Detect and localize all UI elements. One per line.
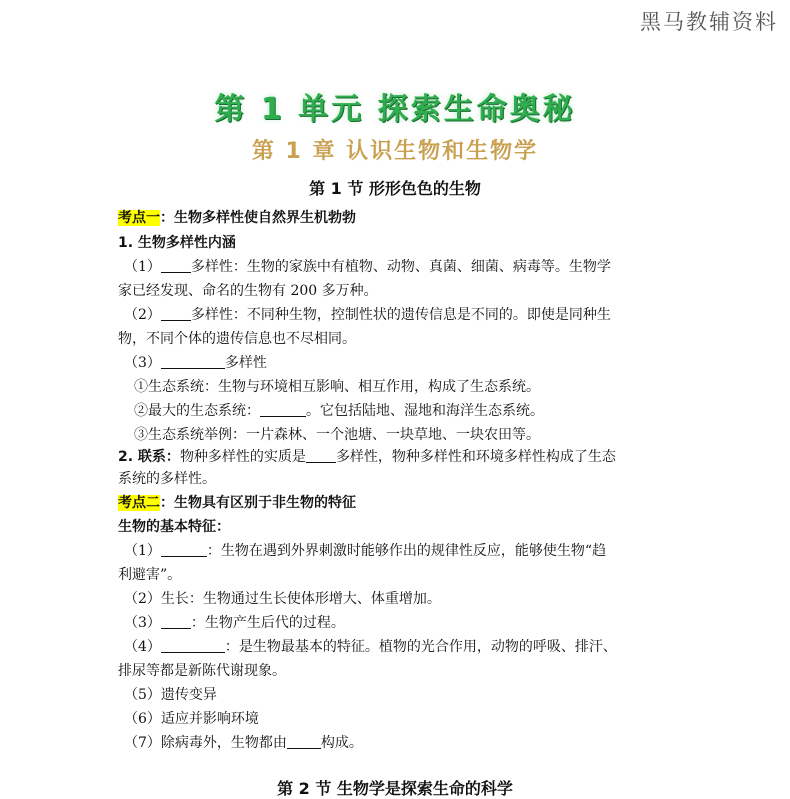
feature4-line1 [124,637,617,657]
point1-tag: 考点一 [118,210,160,226]
fill-blank [161,354,225,369]
feature1-line2: 利避害”。 [118,567,182,583]
link-label: 2. 联系： [118,449,180,465]
item2-line1 [124,305,611,325]
point1-title: ：生物多样性使自然界生机勃勃 [160,210,356,226]
fill-blank [287,734,321,749]
point1-subheading: 1. 生物多样性内涵 [118,235,236,251]
fill-blank [161,542,207,557]
point2-tag: 考点二 [118,495,160,511]
watermark-text: 黑马教辅资料 [640,10,778,34]
feature3-text: ：生物产生后代的过程。 [190,615,345,631]
ecosystem-point2-text: 。它包括陆地、湿地和海洋生态系统。 [306,403,544,419]
fill-blank [161,306,191,321]
item2-number: （2） [124,307,161,323]
chapter-title: 第 1 章 认识生物和生物学 [251,139,539,164]
link-line2: 系统的多样性。 [118,471,216,487]
feature7-text-2: 构成。 [320,735,363,751]
feature4-line2: 排尿等都是新陈代谢现象。 [118,663,286,679]
point2-title: ：生物具有区别于非生物的特征 [160,495,356,511]
item1-line2: 家已经发现、命名的生物有 200 多万种。 [118,283,378,299]
feature2-line: （2）生长：生物通过生长使体形增大、体重增加。 [124,591,441,607]
feature7-line [124,733,363,753]
link-line1 [118,447,616,467]
point2-heading [118,493,356,513]
feature4-number: （4） [124,639,161,655]
link-text-2: 多样性，物种多样性和环境多样性构成了生态 [335,449,616,465]
item1-number: （1） [124,259,161,275]
fill-blank [260,402,306,417]
link-text: 物种多样性的实质是 [179,449,306,465]
item1-line1 [124,257,611,277]
item1-text: 多样性：生物的家族中有植物、动物、真菌、细菌、病毒等。生物学 [190,259,611,275]
feature1-text: ：生物在遇到外界刺激时能够作出的规律性反应，能够使生物“趋 [206,543,607,559]
next-section-title: 第 2 节 生物学是探索生命的科学 [277,779,513,798]
item3-text: 多样性 [224,355,267,371]
feature3-number: （3） [124,615,161,631]
feature3-line [124,613,345,633]
point2-subheading: 生物的基本特征： [118,519,230,535]
section-title: 第 1 节 形形色色的生物 [309,179,481,198]
feature7-text: （7）除病毒外，生物都由 [124,735,287,751]
ecosystem-point3: ③生态系统举例：一片森林、一个池塘、一块草地、一块农田等。 [134,427,540,443]
point1-heading [118,208,356,228]
unit-title: 第 1 单元 探索生命奥秘 [214,92,576,127]
feature1-number: （1） [124,543,161,559]
item2-line2: 物，不同个体的遗传信息也不尽相同。 [118,331,356,347]
ecosystem-point2 [134,401,544,421]
item3-number: （3） [124,355,161,371]
fill-blank [161,614,191,629]
item2-text: 多样性：不同种生物，控制性状的遗传信息是不同的。即使是同种生 [190,307,611,323]
feature6-line: （6）适应并影响环境 [124,711,259,727]
fill-blank [161,258,191,273]
fill-blank [306,448,336,463]
feature5-line: （5）遗传变异 [124,687,217,703]
fill-blank [161,638,225,653]
feature4-text: ：是生物最基本的特征。植物的光合作用，动物的呼吸、排汗、 [224,639,617,655]
ecosystem-point2-label: ②最大的生态系统： [134,403,260,419]
feature1-line1 [124,541,606,561]
ecosystem-point1: ①生态系统：生物与环境相互影响、相互作用，构成了生态系统。 [134,379,540,395]
item3-line [124,353,267,373]
